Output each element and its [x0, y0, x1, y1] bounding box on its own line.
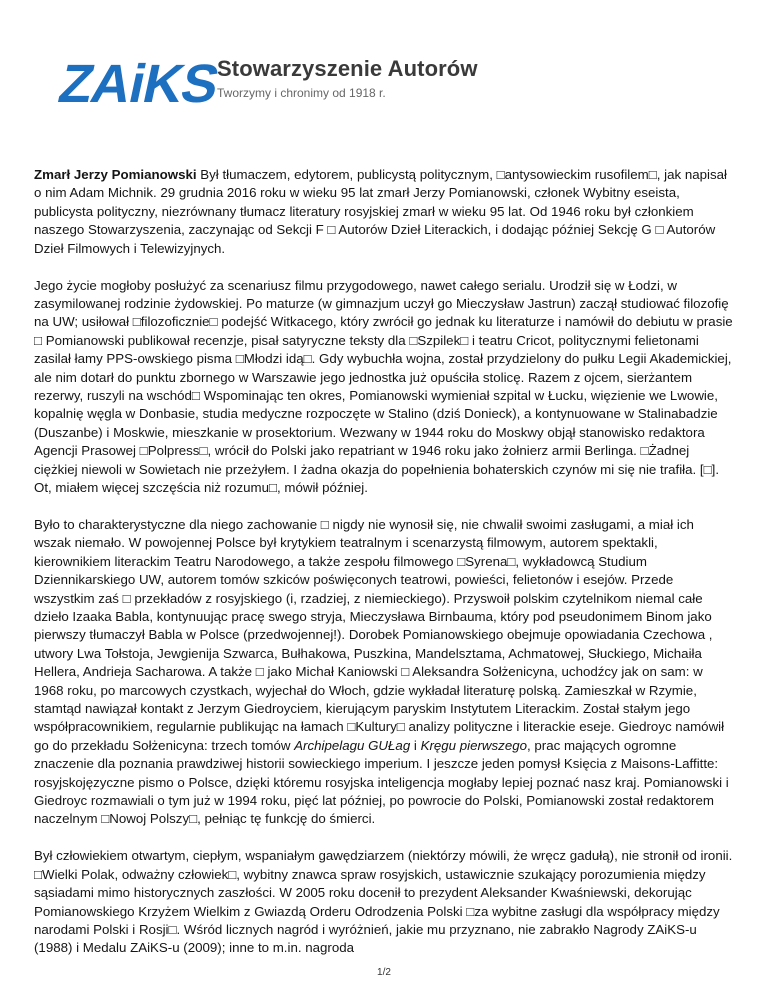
book-title-archipelag: Archipelagu GUŁag [294, 737, 411, 753]
paragraph-3-text-c: , prac mających ogromne znaczenie dla poznania prawdziwej historii sowieckiego imperium. I jeszcze jeden pomysł Księcia z Maisons-Laffitte: rosyjskojęzyczne pismo o Polsce, dzięki któremu rosyjska inteligencja mogłaby lepiej poznać nasz kraj. Pomianowski i Giedroyc rozmawiali o tym już w 1994 roku, pięć lat później, po powrocie do Polski, Pomianowski został redaktorem naczelnym □Nowoj Polszy□, pełniąc tę funkcję do śmierci. [34, 737, 729, 827]
paragraph-1 [34, 166, 734, 258]
article-title: Zmarł Jerzy Pomianowski [34, 167, 197, 182]
org-tagline: Tworzymy i chronimy od 1918 r. [217, 86, 386, 100]
paragraph-1-text: Był tłumaczem, edytorem, publicystą politycznym, □antysowieckim rusofilem□, jak napisał o nim Adam Michnik. 29 grudnia 2016 roku w wieku 95 lat zmarł Jerzy Pomianowski, członek Wybitny eseista, publicysta polityczny, niezrównany tłumacz literatury rosyjskiej zmarł w wieku 95 lat. Od 1946 roku był członkiem naszego Stowarzyszenia, zaczynając od Sekcji F □ Autorów Dzieł Literackich, i dodając później Sekcję G □ Autorów Dzieł Filmowych i Telewizyjnych. [34, 167, 727, 256]
article-body [34, 166, 734, 976]
org-name: Stowarzyszenie Autorów [217, 56, 478, 81]
paragraph-3-text-a: Było to charakterystyczne dla niego zachowanie □ nigdy nie wynosił się, nie chwalił swoimi zasługami, a miał ich wszak niemało. W powojennej Polsce był krytykiem teatralnym i scenarzystą filmowym, autorem spektakli, kierownikiem literackim Teatru Narodowego, a także zespołu filmowego □Syrena□, wykładowcą Studium Dziennikarskiego UW, autorem tomów szkiców poświęconych teatrowi, powieści, felietonów i esejów. Przede wszystkim zaś □ przekładów z rosyjskiego (i, rzadziej, z niemieckiego). Przyswoił polskim czytelnikom niemal całe dzieło Izaaka Babla, kontynuując pracę swego stryja, Mieczysława Birnbauma, który pod pseudonimem Binom jako pierwszy tłumaczył Babla w Polsce (przedwojennej!). Dorobek Pomianowskiego obejmuje opowiadania Czechowa , utwory Lwa Tołstoja, Jewgienija Szwarca, Bułhakowa, Puszkina, Mandelsztama, Achmatowej, Słuckiego, Michaiła Hellera, Andrieja Sacharowa. A także □ jako Michał Kaniowski □ Aleksandra Sołżenicyna, uchodźcy jak on sam: w 1968 roku, po marcowych czystkach, wyjechał do Włoch, gdzie wykładał literaturę polską. Zamieszkał w Rzymie, stamtąd nawiązał kontakt z Jerzym Giedroyciem, kierującym paryskim Instytutem Literackim. Został stałym jego współpracownikiem, regularnie publikując na łamach □Kultury□ analizy polityczne i literackie eseje. Giedroyc namówił go do przekładu Sołżenicyna: trzech tomów [34, 516, 725, 753]
paragraph-3-text-b: i [410, 737, 421, 753]
paragraph-3 [34, 516, 734, 829]
paragraph-2: Jego życie mogłoby posłużyć za scenariusz filmu przygodowego, nawet całego serialu. Urodził się w Łodzi, w zasymilowanej rodzinie żydowskiej. Po maturze (w gimnazjum uczył go Mieczysław Jastrun) zaczął studiować filozofię na UW; usiłował □filozoficznie□ podejść Witkacego, który zwrócił go jednak ku literaturze i namówił do debiutu w prasie □ Pomianowski publikował recenzje, pisał satyryczne teksty dla □Szpilek□ i teatru Cricot, politycznymi felietonami zasilał łamy PPS-owskiego pisma □Młodzi idą□. Gdy wybuchła wojna, został przydzielony do pułku Legii Akademickiej, ale nim dotarł do punktu zbornego w Warszawie jego jednostka już opuściła stolicę. Razem z ojcem, sierżantem rezerwy, ruszyli na wschód□ Wspominając ten okres, Pomianowski wymieniał szpital w Łucku, więzienie we Lwowie, kopalnię węgla w Donbasie, studia medyczne rozpoczęte w Stalino (dziś Donieck), a kontynuowane w Stalinabadzie (Duszanbe) i Moskwie, mieszkanie w prosektorium. Wezwany w 1944 roku do Moskwy objął stanowisko redaktora Agencji Prasowej □Polpress□, wrócił do Polski jako repatriant w 1946 roku jako żołnierz armii Berlinga. □Żadnej ciężkiej niewoli w Sowietach nie przeżyłem. I żadna okazja do popełnienia bohaterskich czynów mi się nie trafiła. [□]. Ot, miałem więcej szczęścia niż rozumu□, mówił później. [34, 277, 733, 495]
zaiks-logo [53, 52, 224, 114]
header [53, 50, 675, 114]
organization [217, 56, 478, 100]
paragraph-4: Był człowiekiem otwartym, ciepłym, wspaniałym gawędziarzem (niektórzy mówili, że wręcz gadułą), nie stronił od ironii. □Wielki Polak, odważny człowiek□, wybitny znawca spraw rosyjskich, ustawicznie szukający porozumienia między sąsiadami mimo historycznych zaszłości. W 2005 roku docenił to prezydent Aleksander Kwaśniewski, dekorując Pomianowskiego Krzyżem Wielkim z Gwiazdą Orderu Odrodzenia Polski □za wybitne zasługi dla współpracy między narodami Polski i Rosji□. Wśród licznych nagród i wyróżnień, jakie mu przyznano, nie zabrakło Nagrody ZAiKS-u (1988) i Medalu ZAiKS-u (2009); inne to m.in. nagroda [34, 848, 733, 956]
page-number: 1/2 [377, 967, 391, 978]
logo-text: ZAiKS [53, 53, 224, 114]
book-title-krag: Kręgu pierwszego [420, 737, 528, 753]
